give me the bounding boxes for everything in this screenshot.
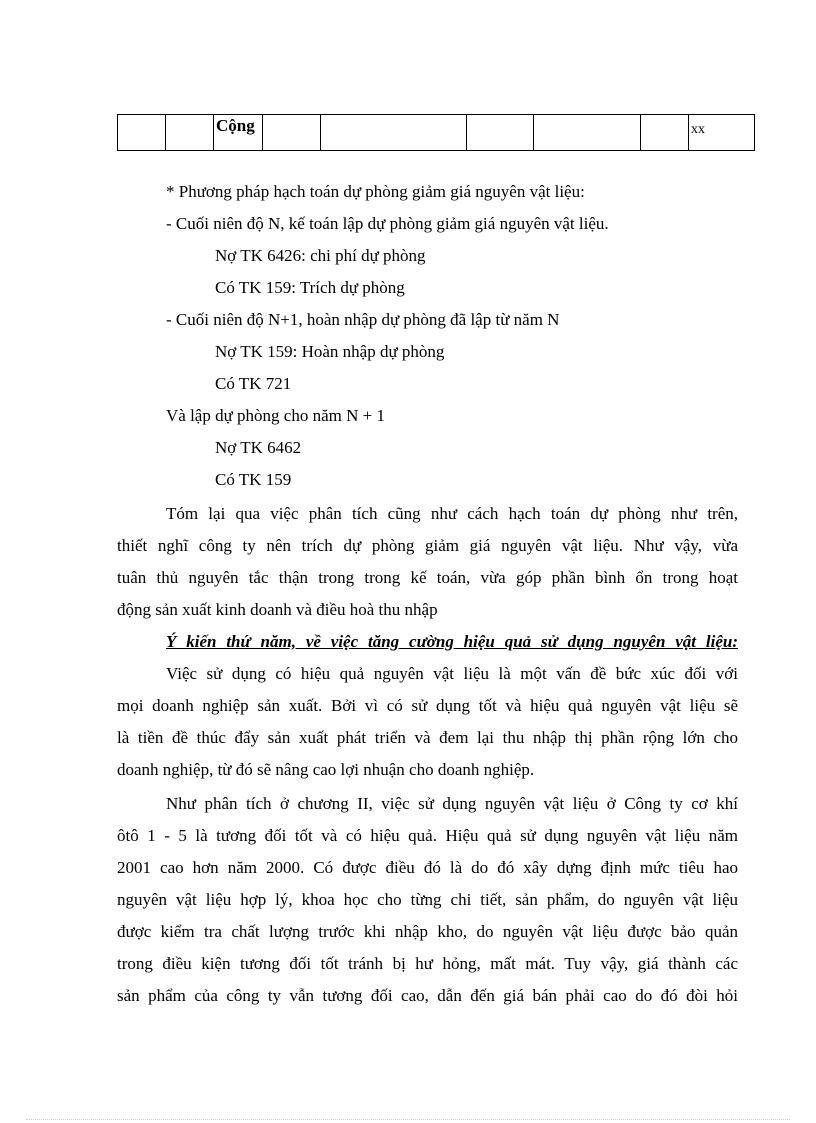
table-cell <box>263 115 321 151</box>
paragraph-analysis-line: Như phân tích ở chương II, việc sử dụng nguyên vật liệu ở Công ty cơ khí <box>166 794 738 813</box>
total-value: xx <box>689 115 755 151</box>
table-cell <box>321 115 467 151</box>
step-year-n1: - Cuối niên độ N+1, hoàn nhập dự phòng đã lập từ năm N <box>166 310 560 329</box>
method-title: * Phương pháp hạch toán dự phòng giảm giá nguyên vật liệu: <box>166 182 585 201</box>
paragraph-usage-line: là tiền đề thúc đẩy sản xuất phát triển và đem lại thu nhập thị phần rộng lớn cho <box>117 728 738 747</box>
entry-credit-159-b: Có TK 159 <box>215 470 292 489</box>
step-year-n: - Cuối niên độ N, kế toán lập dự phòng giảm giá nguyên vật liệu. <box>166 214 609 233</box>
table-cell <box>534 115 641 151</box>
paragraph-analysis-line: nguyên vật liệu hợp lý, khoa học cho từng chi tiết, sản phẩm, do nguyên vật liệu <box>117 890 738 909</box>
paragraph-usage-line: Việc sử dụng có hiệu quả nguyên vật liệu là một vấn đề bức xúc đối với <box>166 664 738 683</box>
paragraph-analysis-line: ôtô 1 - 5 là tương đối tốt và có hiệu quả. Hiệu quả sử dụng nguyên vật liệu năm <box>117 826 738 845</box>
paragraph-analysis-line: 2001 cao hơn năm 2000. Có được điều đó là do đó xây dựng định mức tiêu hao <box>117 858 738 877</box>
table-cell <box>166 115 214 151</box>
paragraph-summary-line: động sản xuất kinh doanh và điều hoà thu nhập <box>117 600 438 619</box>
page-bottom-divider <box>26 1119 790 1120</box>
entry-debit-6426: Nợ TK 6426: chi phí dự phòng <box>215 246 426 265</box>
total-row-table <box>117 114 755 151</box>
table-cell <box>641 115 689 151</box>
entry-debit-159: Nợ TK 159: Hoàn nhập dự phòng <box>215 342 445 361</box>
paragraph-usage-line: doanh nghiệp, từ đó sẽ nâng cao lợi nhuận cho doanh nghiệp. <box>117 760 535 779</box>
paragraph-analysis-line: sản phẩm của công ty vẫn tương đối cao, dẫn đến giá bán phải cao do đó đòi hỏi <box>117 986 738 1005</box>
step-new-provision: Và lập dự phòng cho năm N + 1 <box>166 406 385 425</box>
paragraph-analysis-line: được kiểm tra chất lượng trước khi nhập kho, do nguyên vật liệu được bảo quản <box>117 922 738 941</box>
entry-debit-6462: Nợ TK 6462 <box>215 438 302 457</box>
total-label: Cộng <box>214 115 263 151</box>
paragraph-summary-line: thiết nghĩ công ty nên trích dự phòng giảm giá nguyên vật liệu. Như vậy, vừa <box>117 536 738 555</box>
section-heading: Ý kiến thứ năm, về việc tăng cường hiệu quả sử dụng nguyên vật liệu: <box>166 632 738 651</box>
entry-credit-721: Có TK 721 <box>215 374 292 393</box>
paragraph-analysis-line: trong điều kiện tương đối tốt tránh bị hư hỏng, mất mát. Tuy vậy, giá thành các <box>117 954 738 973</box>
table-cell <box>467 115 534 151</box>
paragraph-summary-line: Tóm lại qua việc phân tích cũng như cách hạch toán dự phòng như trên, <box>166 504 738 523</box>
table-row <box>118 115 755 151</box>
paragraph-summary-line: tuân thủ nguyên tắc thận trong trong kế toán, vừa góp phần bình ổn trong hoạt <box>117 568 738 587</box>
table-cell <box>118 115 166 151</box>
entry-credit-159: Có TK 159: Trích dự phòng <box>215 278 405 297</box>
paragraph-usage-line: mọi doanh nghiệp sản xuất. Bởi vì có sử dụng tốt và hiệu quả nguyên vật liệu sẽ <box>117 696 738 715</box>
